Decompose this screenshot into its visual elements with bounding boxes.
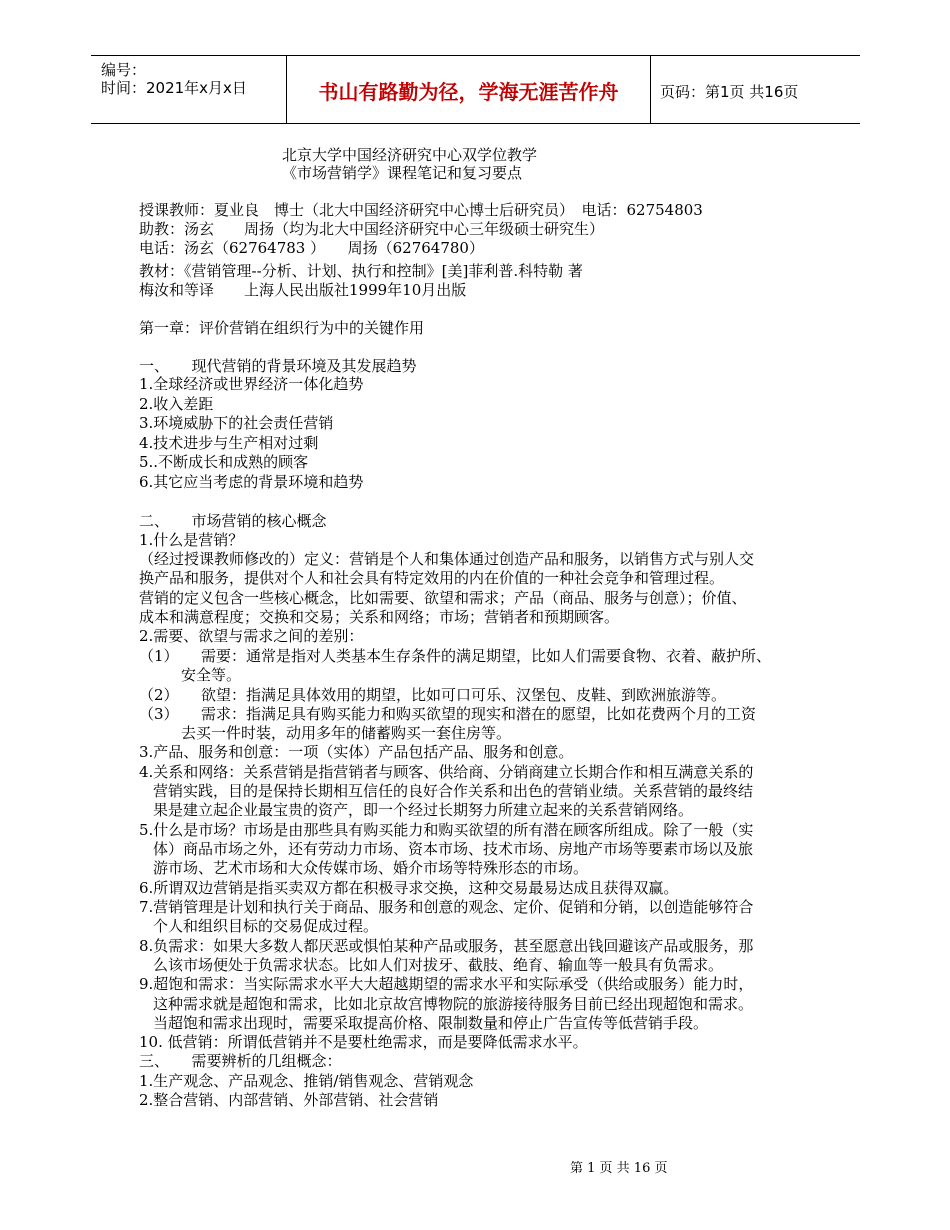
section-1-item: 3.环境威胁下的社会责任营销 [139,414,334,432]
title-line-2: 《市场营销学》课程笔记和复习要点 [282,164,523,182]
section-2-line: 安全等。 [181,666,242,684]
section-2-line: 果是建立起企业最宝贵的资产，即一个经过长期努力所建立起来的关系营销网络。 [153,801,694,819]
section-3-heading: 三、 需要辨析的几组概念： [139,1052,342,1070]
section-2-line: 成本和满意程度；交换和交易；关系和网络；市场；营销者和预期顾客。 [139,608,620,626]
section-2-line: 这种需求就是超饱和需求，比如北京故宫博物院的旅游接待服务目前已经出现超饱和需求。 [153,995,754,1013]
section-1-item: 4.技术进步与生产相对过剩 [139,434,319,452]
section-2-line: 1.什么是营销？ [139,531,244,549]
section-2-line: 9.超饱和需求：当实际需求水平大大超越期望的需求水平和实际承受（供给或服务）能力时， [139,975,754,993]
section-3-item: 1.生产观念、产品观念、推销/销售观念、营销观念 [139,1072,474,1090]
section-2-line: 10. 低营销：所谓低营销并不是要杜绝需求，而是要降低需求水平。 [139,1033,588,1051]
section-2-line: 7.营销管理是计划和执行关于商品、服务和创意的观念、定价、促销和分销，以创造能够符合 [139,898,754,916]
info-publisher: 梅汝和等译 上海人民出版社1999年10月出版 [139,281,467,299]
header-left-cell [91,56,286,123]
section-2-line: 6.所谓双边营销是指买卖双方都在积极寻求交换，这种交易最易达成且获得双赢。 [139,879,679,897]
section-1-item: 5..不断成长和成熟的顾客 [139,453,309,471]
header-page-info: 页码：第1页 共16页 [660,83,799,101]
section-2-line: 换产品和服务，提供对个人和社会具有特定效用的内在价值的一种社会竞争和管理过程。 [139,569,725,587]
section-2-line: 体）商品市场之外，还有劳动力市场、资本市场、技术市场、房地产市场等要素市场以及旅 [153,840,754,858]
section-2-line: 么该市场便处于负需求状态。比如人们对拔牙、截肢、绝育、输血等一般具有负需求。 [153,956,724,974]
section-1-item: 1.全球经济或世界经济一体化趋势 [139,375,364,393]
header-motto-cell [286,56,651,123]
section-1-item: 2.收入差距 [139,395,214,413]
section-2-line: 游市场、艺术市场和大众传媒市场、婚介市场等特殊形态的市场。 [153,859,589,877]
section-2-line: 8.负需求：如果大多数人都厌恶或惧怕某种产品或服务，甚至愿意出钱回避该产品或服务，那 [139,937,754,955]
document-code-label: 编号： [101,61,147,79]
section-2-line: （2） 欲望：指满足具体效用的期望，比如可口可乐、汉堡包、皮鞋、到欧洲旅游等。 [139,686,727,704]
section-2-line: 当超饱和需求出现时，需要采取提高价格、限制数量和停止广告宣传等低营销手段。 [153,1014,709,1032]
page-footer: 第 1 页 共 16 页 [570,1161,668,1176]
info-assistants: 助教：汤玄 周扬（均为北大中国经济研究中心三年级硕士研究生） [139,220,605,238]
info-phones: 电话：汤玄（62764783 ） 周扬（62764780） [139,239,484,257]
section-1-heading: 一、 现代营销的背景环境及其发展趋势 [139,357,417,375]
info-textbook: 教材：《营销管理--分析、计划、执行和控制》[美]菲利普.科特勒 著 [139,262,583,280]
section-2-line: 5.什么是市场？市场是由那些具有购买能力和购买欲望的所有潜在顾客所组成。除了一般（实 [139,821,754,839]
info-teacher: 授课教师：夏业良 博士（北大中国经济研究中心博士后研究员） 电话：62754803 [139,201,703,219]
section-2-heading: 二、 市场营销的核心概念 [139,512,327,530]
section-2-line: （3） 需求：指满足具有购买能力和购买欲望的现实和潜在的愿望，比如花费两个月的工资 [139,705,757,723]
section-3-item: 2.整合营销、内部营销、外部营销、社会营销 [139,1091,439,1109]
header-motto: 书山有路勤为径，学海无涯苦作舟 [318,80,619,104]
section-2-line: 营销的定义包含一些核心概念，比如需要、欲望和需求；产品（商品、服务与创意）；价值、 [139,589,747,607]
section-2-line: 3.产品、服务和创意：一项（实体）产品包括产品、服务和创意。 [139,743,574,761]
section-2-line: （1） 需要：通常是指对人类基本生存条件的满足期望，比如人们需要食物、衣着、蔽护所、 [139,647,772,665]
header-right-cell [650,56,860,123]
section-2-line: 2.需要、欲望与需求之间的差别： [139,627,364,645]
chapter-heading: 第一章：评价营销在组织行为中的关键作用 [139,319,425,337]
section-2-line: 去买一件时装，动用多年的储蓄购买一套住房等。 [181,724,512,742]
section-1-item: 6.其它应当考虑的背景环境和趋势 [139,473,364,491]
section-2-line: 个人和组织目标的交易促成过程。 [153,917,379,935]
document-date: 时间：2021年x月x日 [101,79,247,97]
title-line-1: 北京大学中国经济研究中心双学位教学 [282,146,538,164]
section-2-line: 4.关系和网络：关系营销是指营销者与顾客、供给商、分销商建立长期合作和相互满意关系的 [139,763,754,781]
section-2-line: 营销实践，目的是保持长期相互信任的良好合作关系和出色的营销业绩。关系营销的最终结 [153,782,754,800]
document-header [91,55,860,124]
section-2-line: （经过授课教师修改的）定义：营销是个人和集体通过创造产品和服务，以销售方式与别人交 [139,550,755,568]
